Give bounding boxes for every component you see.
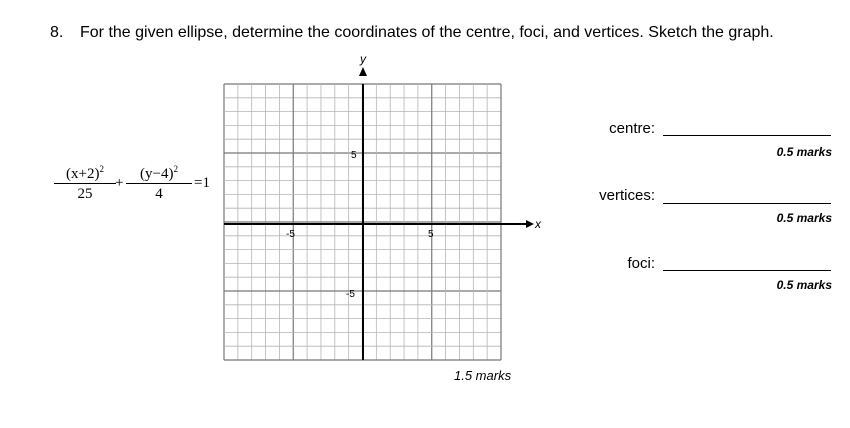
foci-marks: 0.5 marks	[776, 278, 832, 292]
centre-marks: 0.5 marks	[776, 145, 832, 159]
y-axis-label: y	[360, 52, 366, 66]
plus-sign: +	[115, 175, 124, 191]
tick-label-x-neg5: -5	[286, 229, 295, 240]
foci-label: foci:	[627, 255, 655, 272]
vertices-label: vertices:	[599, 187, 655, 204]
question-text: For the given ellipse, determine the coordinates of the centre, foci, and vertices. Sketch the graph.	[80, 24, 774, 41]
centre-answer-line[interactable]	[663, 135, 831, 136]
equals-one: =1	[194, 175, 210, 191]
vertices-marks: 0.5 marks	[776, 211, 832, 225]
tick-label-y-pos5: 5	[351, 150, 357, 161]
y-axis-arrow-icon	[359, 67, 367, 76]
centre-label: centre:	[609, 120, 655, 137]
question-number: 8.	[50, 24, 64, 41]
fraction-x-denominator: 25	[77, 186, 93, 202]
vertices-answer-line[interactable]	[663, 203, 831, 204]
graph-marks: 1.5 marks	[454, 368, 512, 383]
x-axis-arrow-icon	[526, 220, 534, 228]
fraction-y-numerator: $(y-4)^2$	[126, 160, 192, 184]
x-axis-label: x	[535, 217, 541, 231]
fraction-y-denominator: 4	[155, 186, 163, 202]
tick-label-x-pos5: 5	[428, 229, 434, 240]
foci-answer-line[interactable]	[663, 270, 831, 271]
tick-label-y-neg5: -5	[346, 289, 355, 300]
fraction-y-term	[126, 160, 192, 204]
coordinate-grid[interactable]	[210, 50, 550, 370]
fraction-x-numerator: $(x+2)^2$	[54, 160, 116, 184]
fraction-x-term	[54, 160, 116, 204]
